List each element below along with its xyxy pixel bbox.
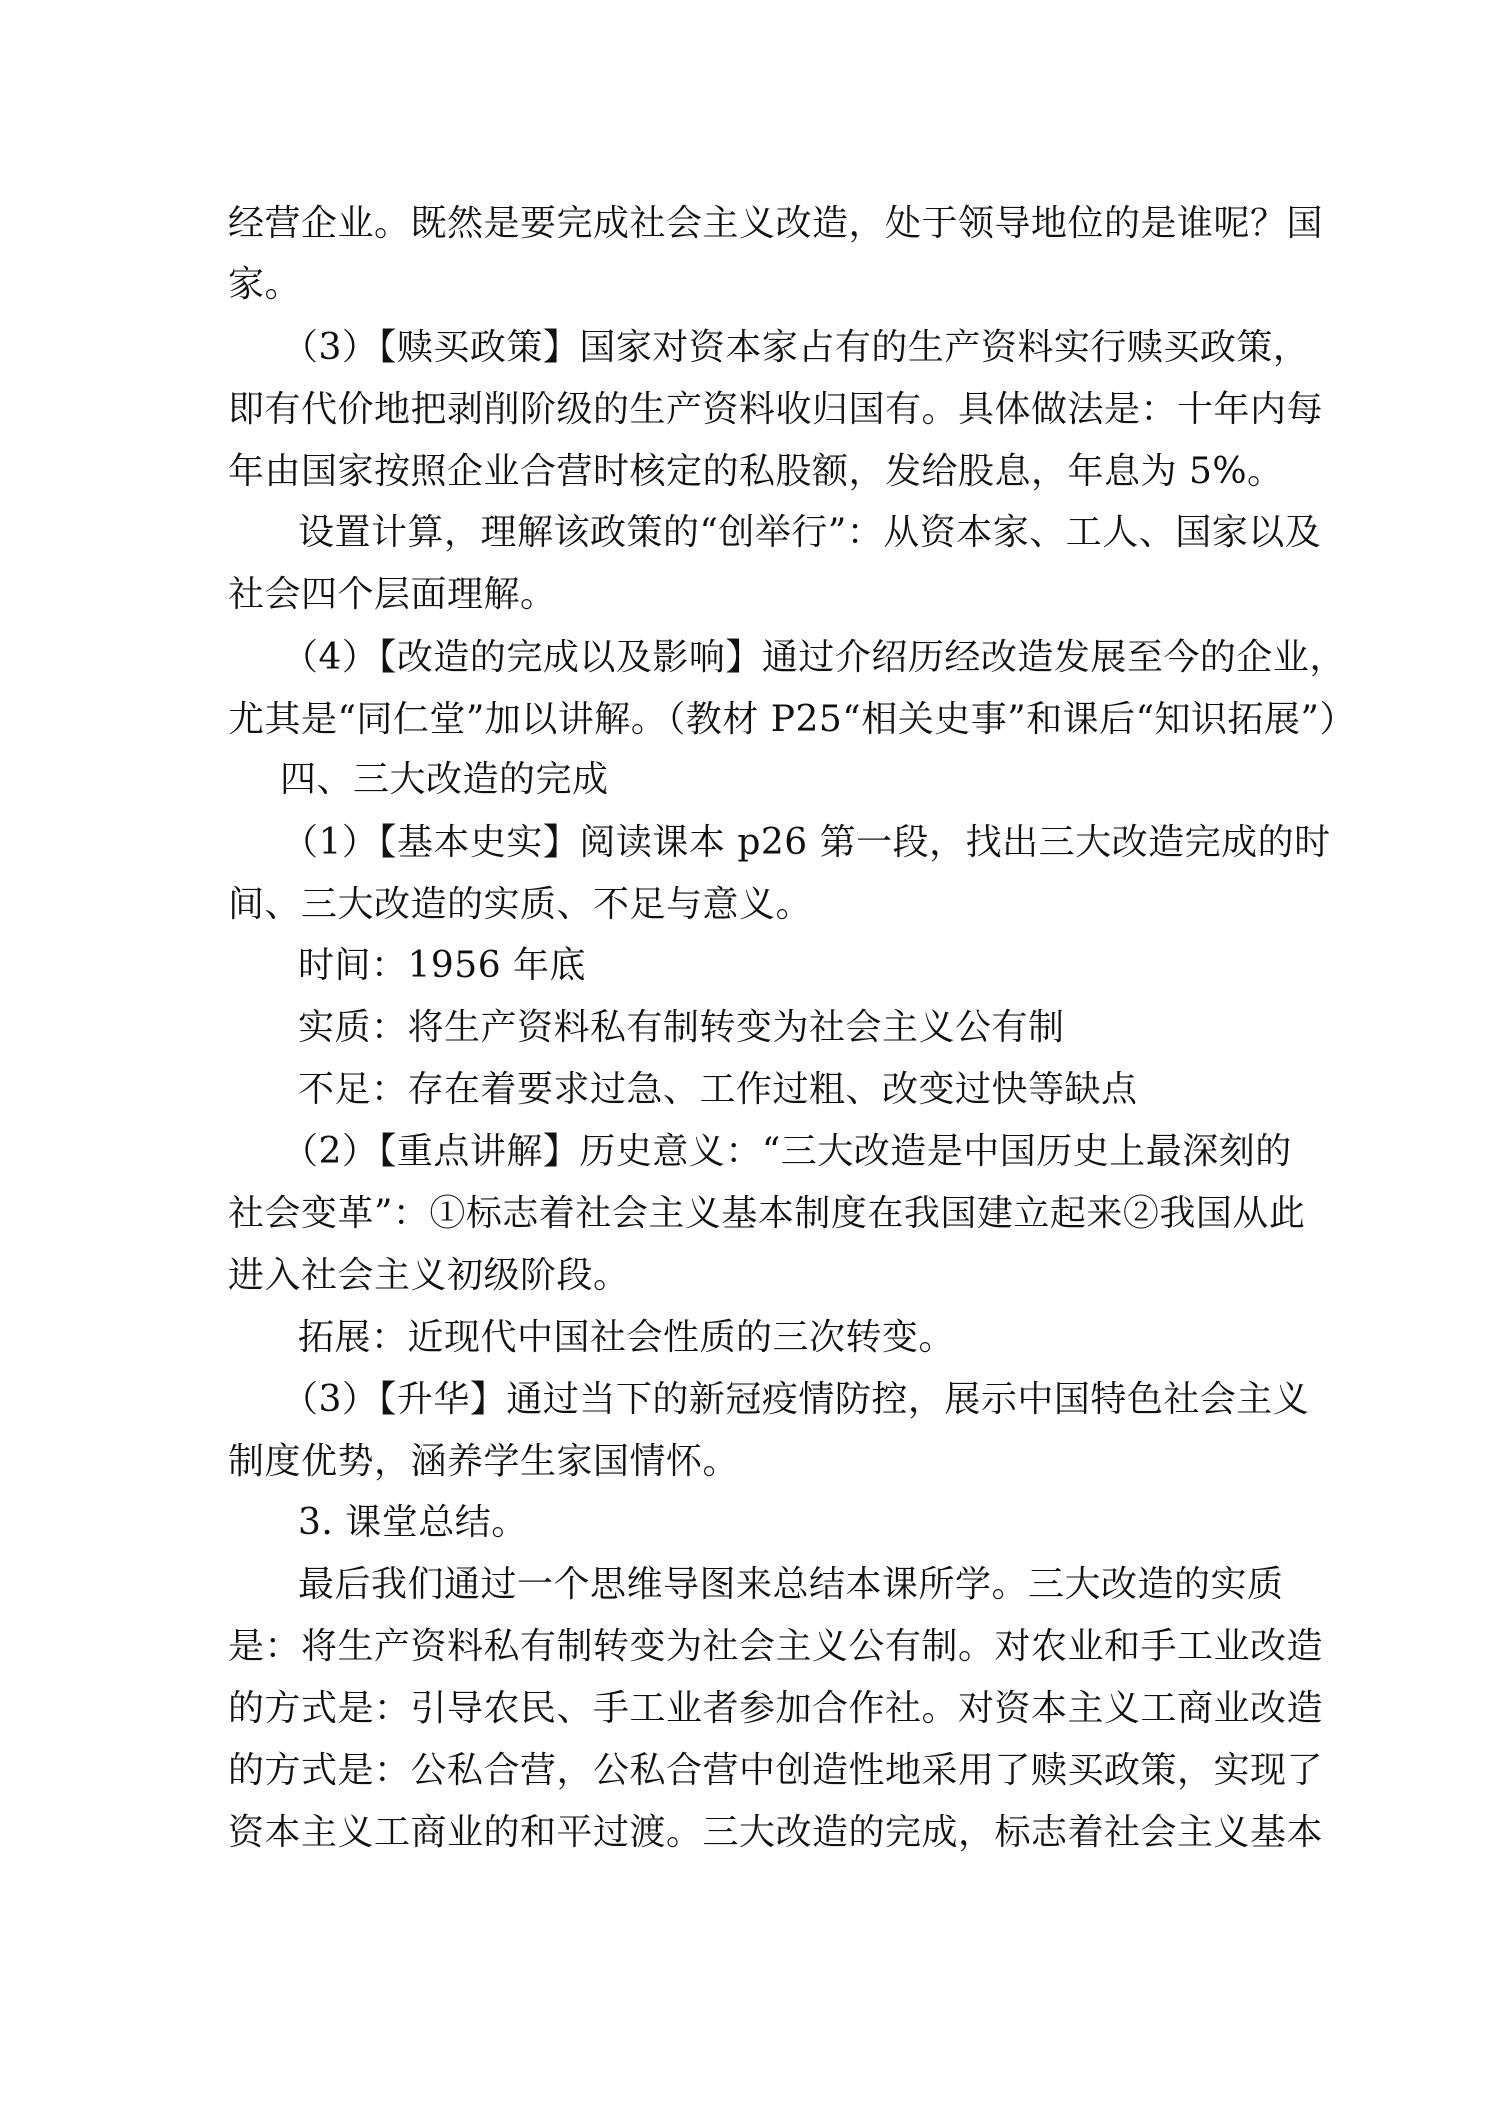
text-line: （3）【赎买政策】国家对资本家占有的生产资料实行赎买政策， — [282, 327, 1310, 368]
text-line: 制度优势，涵养学生家国情怀。 — [228, 1441, 740, 1482]
text-line: 设置计算，理解该政策的“创举行”：从资本家、工人、国家以及 — [298, 512, 1322, 553]
text-line: 拓展：近现代中国社会性质的三次转变。 — [298, 1317, 956, 1358]
section-heading: 四、三大改造的完成 — [280, 759, 609, 800]
text-line: 最后我们通过一个思维导图来总结本课所学。三大改造的实质 — [298, 1564, 1284, 1605]
text-line: 的方式是：公私合营，公私合营中创造性地采用了赎买政策，实现了 — [228, 1750, 1324, 1791]
text-line: 的方式是：引导农民、手工业者参加合作社。对资本主义工商业改造 — [228, 1688, 1324, 1729]
text-line: 家。 — [228, 264, 302, 305]
text-line: （4）【改造的完成以及影响】通过介绍历经改造发展至今的企业， — [282, 637, 1346, 678]
text-line: 尤其是“同仁堂”加以讲解。（教材 P25“相关史事”和课后“知识拓展”） — [228, 699, 1356, 740]
text-line: 进入社会主义初级阶段。 — [228, 1255, 630, 1296]
text-line: 年由国家按照企业合营时核定的私股额，发给股息，年息为 5%。 — [228, 451, 1284, 492]
text-line: 时间：1956 年底 — [298, 945, 587, 986]
text-line: （1）【基本史实】阅读课本 p26 第一段，找出三大改造完成的时 — [282, 822, 1331, 863]
text-line: 即有代价地把剥削阶级的生产资料收归国有。具体做法是：十年内每 — [228, 389, 1324, 430]
text-line: 社会变革”：①标志着社会主义基本制度在我国建立起来②我国从此 — [228, 1193, 1306, 1234]
text-line: 社会四个层面理解。 — [228, 574, 557, 615]
text-line: （3）【升华】通过当下的新冠疫情防控，展示中国特色社会主义 — [282, 1379, 1310, 1420]
text-line: 不足：存在着要求过急、工作过粗、改变过快等缺点 — [298, 1069, 1138, 1110]
text-line: 间、三大改造的实质、不足与意义。 — [228, 884, 813, 925]
text-line: 经营企业。既然是要完成社会主义改造，处于领导地位的是谁呢？国 — [228, 203, 1324, 244]
text-line: 是：将生产资料私有制转变为社会主义公有制。对农业和手工业改造 — [228, 1626, 1324, 1667]
text-line: （2）【重点讲解】历史意义：“三大改造是中国历史上最深刻的 — [282, 1131, 1292, 1172]
text-line: 资本主义工商业的和平过渡。三大改造的完成，标志着社会主义基本 — [228, 1812, 1324, 1853]
subsection-heading: 3. 课堂总结。 — [298, 1502, 528, 1543]
text-line: 实质：将生产资料私有制转变为社会主义公有制 — [298, 1007, 1065, 1048]
